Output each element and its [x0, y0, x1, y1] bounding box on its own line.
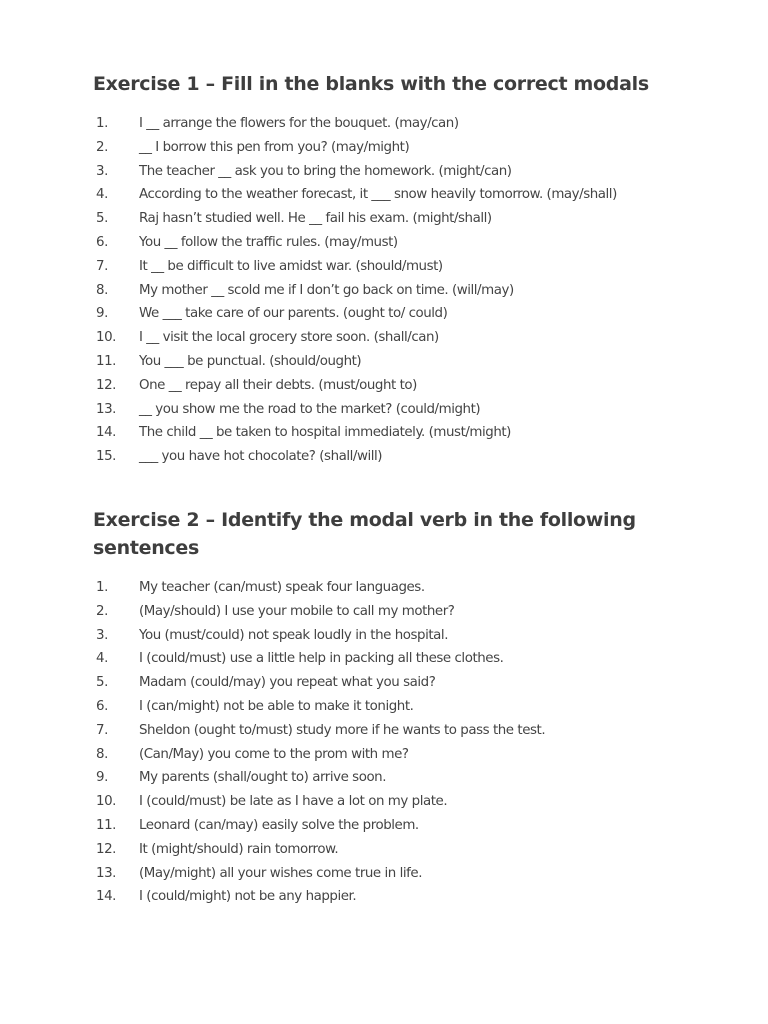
item-number: 5.: [96, 211, 108, 227]
item-number: 12.: [96, 377, 116, 393]
exercise-1-list: [0, 112, 700, 469]
item-text: I __ arrange the flowers for the bouquet. (may/can): [139, 116, 459, 131]
list-item: [0, 885, 700, 909]
list-item: [0, 136, 700, 160]
item-text: It __ be difficult to live amidst war. (should/must): [139, 258, 443, 274]
item-text: The child __ be taken to hospital immediately. (must/might): [139, 425, 511, 441]
item-text: My mother __ scold me if I don’t go back on time. (will/may): [139, 282, 514, 298]
list-item: [0, 576, 700, 600]
item-number: 12.: [96, 841, 116, 857]
item-text: (May/might) all your wishes come true in life.: [139, 865, 423, 881]
item-number: 3.: [96, 627, 108, 643]
list-item: [0, 671, 700, 695]
item-text: It (might/should) rain tomorrow.: [139, 841, 339, 857]
item-text: We ___ take care of our parents. (ought to/ could): [139, 306, 448, 322]
list-item: [0, 814, 700, 838]
item-text: According to the weather forecast, it ___ snow heavily tomorrow. (may/shall): [139, 187, 617, 203]
item-text: You (must/could) not speak loudly in the hospital.: [139, 627, 448, 643]
list-item: [0, 279, 700, 303]
item-number: 1.: [96, 116, 108, 131]
item-text: My parents (shall/ought to) arrive soon.: [139, 770, 387, 786]
item-text: Sheldon (ought to/must) study more if he wants to pass the test.: [139, 722, 546, 738]
item-number: 2.: [96, 603, 108, 619]
exercise-2-list: [0, 576, 700, 909]
item-number: 14.: [96, 425, 116, 441]
item-text: (Can/May) you come to the prom with me?: [139, 746, 409, 762]
item-text: Madam (could/may) you repeat what you said?: [139, 675, 436, 691]
list-item: [0, 160, 700, 184]
exercise-2-heading: Exercise 2 – Identify the modal verb in the following sentences: [93, 509, 636, 559]
item-number: 4.: [96, 187, 108, 203]
item-number: 3.: [96, 163, 108, 179]
item-text: I (could/must) use a little help in packing all these clothes.: [139, 651, 504, 667]
item-text: One __ repay all their debts. (must/ought to): [139, 377, 417, 393]
list-item: [0, 326, 700, 350]
item-number: 14.: [96, 889, 116, 905]
item-number: 11.: [96, 817, 116, 833]
list-item: [0, 207, 700, 231]
list-item: [0, 445, 700, 469]
list-item: [0, 862, 700, 886]
item-number: 8.: [96, 746, 108, 762]
item-text: The teacher __ ask you to bring the homework. (might/can): [139, 163, 512, 179]
item-text: I (could/must) be late as I have a lot on my plate.: [139, 794, 448, 810]
list-item: [0, 112, 700, 136]
item-number: 2.: [96, 139, 108, 155]
list-item: [0, 647, 700, 671]
item-number: 10.: [96, 794, 116, 810]
item-text: Leonard (can/may) easily solve the problem.: [139, 817, 419, 833]
list-item: [0, 421, 700, 445]
item-number: 6.: [96, 234, 108, 250]
item-text: ___ you have hot chocolate? (shall/will): [139, 449, 383, 465]
item-number: 13.: [96, 865, 116, 881]
item-text: __ you show me the road to the market? (could/might): [139, 401, 481, 417]
item-number: 9.: [96, 306, 108, 322]
item-number: 6.: [96, 698, 108, 714]
item-text: My teacher (can/must) speak four languages.: [139, 580, 425, 595]
list-item: [0, 302, 700, 326]
list-item: [0, 350, 700, 374]
exercise-1-heading: Exercise 1 – Fill in the blanks with the correct modals: [93, 73, 649, 95]
list-item: [0, 695, 700, 719]
list-item: [0, 374, 700, 398]
item-text: I (could/might) not be any happier.: [139, 889, 357, 905]
list-item: [0, 766, 700, 790]
item-number: 7.: [96, 722, 108, 738]
item-number: 4.: [96, 651, 108, 667]
list-item: [0, 838, 700, 862]
item-text: I __ visit the local grocery store soon. (shall/can): [139, 330, 439, 346]
list-item: [0, 255, 700, 279]
item-number: 11.: [96, 353, 116, 369]
item-number: 8.: [96, 282, 108, 298]
item-number: 1.: [96, 580, 108, 595]
item-number: 10.: [96, 330, 116, 346]
list-item: [0, 743, 700, 767]
item-text: (May/should) I use your mobile to call my mother?: [139, 603, 455, 619]
list-item: [0, 231, 700, 255]
item-number: 15.: [96, 449, 116, 465]
item-number: 13.: [96, 401, 116, 417]
item-text: __ I borrow this pen from you? (may/might): [139, 139, 410, 155]
item-text: You ___ be punctual. (should/ought): [139, 353, 362, 369]
list-item: [0, 624, 700, 648]
item-number: 7.: [96, 258, 108, 274]
list-item: [0, 398, 700, 422]
item-number: 5.: [96, 675, 108, 691]
list-item: [0, 183, 700, 207]
item-text: I (can/might) not be able to make it tonight.: [139, 698, 414, 714]
list-item: [0, 790, 700, 814]
list-item: [0, 600, 700, 624]
item-text: You __ follow the traffic rules. (may/must): [139, 234, 398, 250]
list-item: [0, 719, 700, 743]
item-text: Raj hasn’t studied well. He __ fail his exam. (might/shall): [139, 211, 492, 227]
item-number: 9.: [96, 770, 108, 786]
